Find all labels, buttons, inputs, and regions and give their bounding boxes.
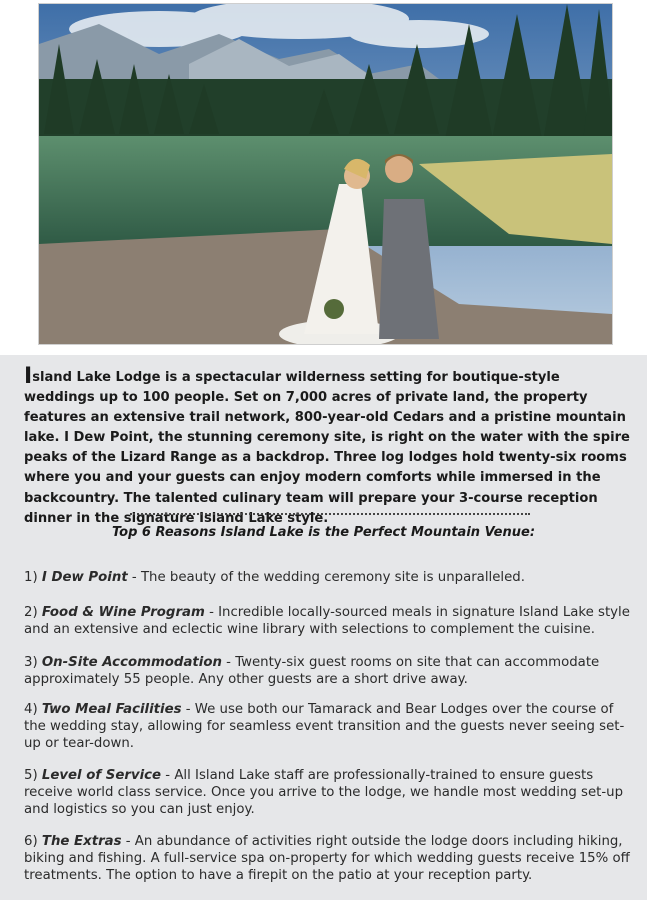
reason-item [24,833,630,885]
reason-name: On-Site Accommodation [41,655,222,670]
reason-number: 3) [24,655,42,670]
reason-item [24,604,630,638]
reason-number: 6) [24,834,42,849]
wedding-photo [38,3,613,345]
reason-item [24,701,630,753]
reason-text: - Incredible locally-sourced meals in signature Island Lake style and an extensive and eclectic wine library with selections to complement the cuisine. [24,605,630,638]
reason-text: - An abundance of activities right outside the lodge doors including hiking, biking and fishing. A full-service spa on-property for which wedding guests receive 15% off treatments. The option to have a firepit on the patio at your reception party. [24,834,630,884]
reason-number: 1) [24,570,42,585]
reason-name: Food & Wine Program [41,605,205,620]
reason-text: - We use both our Tamarack and Bear Lodges over the course of the wedding stay, allowing for seamless event transition and the guests never seeing set-up or tear-down. [24,702,625,752]
wedding-photo-illustration [39,4,612,344]
reason-number: 4) [24,702,42,717]
reason-text: - All Island Lake staff are professionally-trained to ensure guests receive world class service. Once you arrive to the lodge, we handle most wedding set-up and logistics so you can just enjoy. [24,768,624,818]
reason-name: Two Meal Facilities [41,702,182,717]
intro-text: sland Lake Lodge is a spectacular wilderness setting for boutique-style weddings up to 100 people. Set on 7,000 acres of private land, the property features an extensive trail network, 800-year-old Cedars and a pristine mountain lake. I Dew Point, the stunning ceremony site, is right on the water with the spire peaks of the Lizard Range as a backdrop. Three log lodges hold twenty-six rooms where you and your guests can enjoy modern comforts while immersed in the backcountry. The talented culinary team will prepare your 3-course reception dinner in the signature Island Lake style. [24,370,630,526]
reason-name: I Dew Point [41,570,128,585]
reason-text: - The beauty of the wedding ceremony site is unparalleled. [127,570,525,585]
reason-name: Level of Service [41,768,162,783]
reason-item [24,767,630,819]
dotted-divider [130,513,530,515]
content-panel [0,355,647,900]
reason-number: 2) [24,605,42,620]
reason-name: The Extras [41,834,122,849]
reason-item [24,654,630,688]
reason-number: 5) [24,768,42,783]
intro-dropcap: I [24,364,33,389]
reason-text: - Twenty-six guest rooms on site that can accommodate approximately 55 people. Any other guests are a short drive away. [24,655,600,688]
intro-paragraph [24,364,630,529]
reasons-title: Top 6 Reasons Island Lake is the Perfect Mountain Venue: [111,525,536,540]
reason-item [24,569,630,586]
